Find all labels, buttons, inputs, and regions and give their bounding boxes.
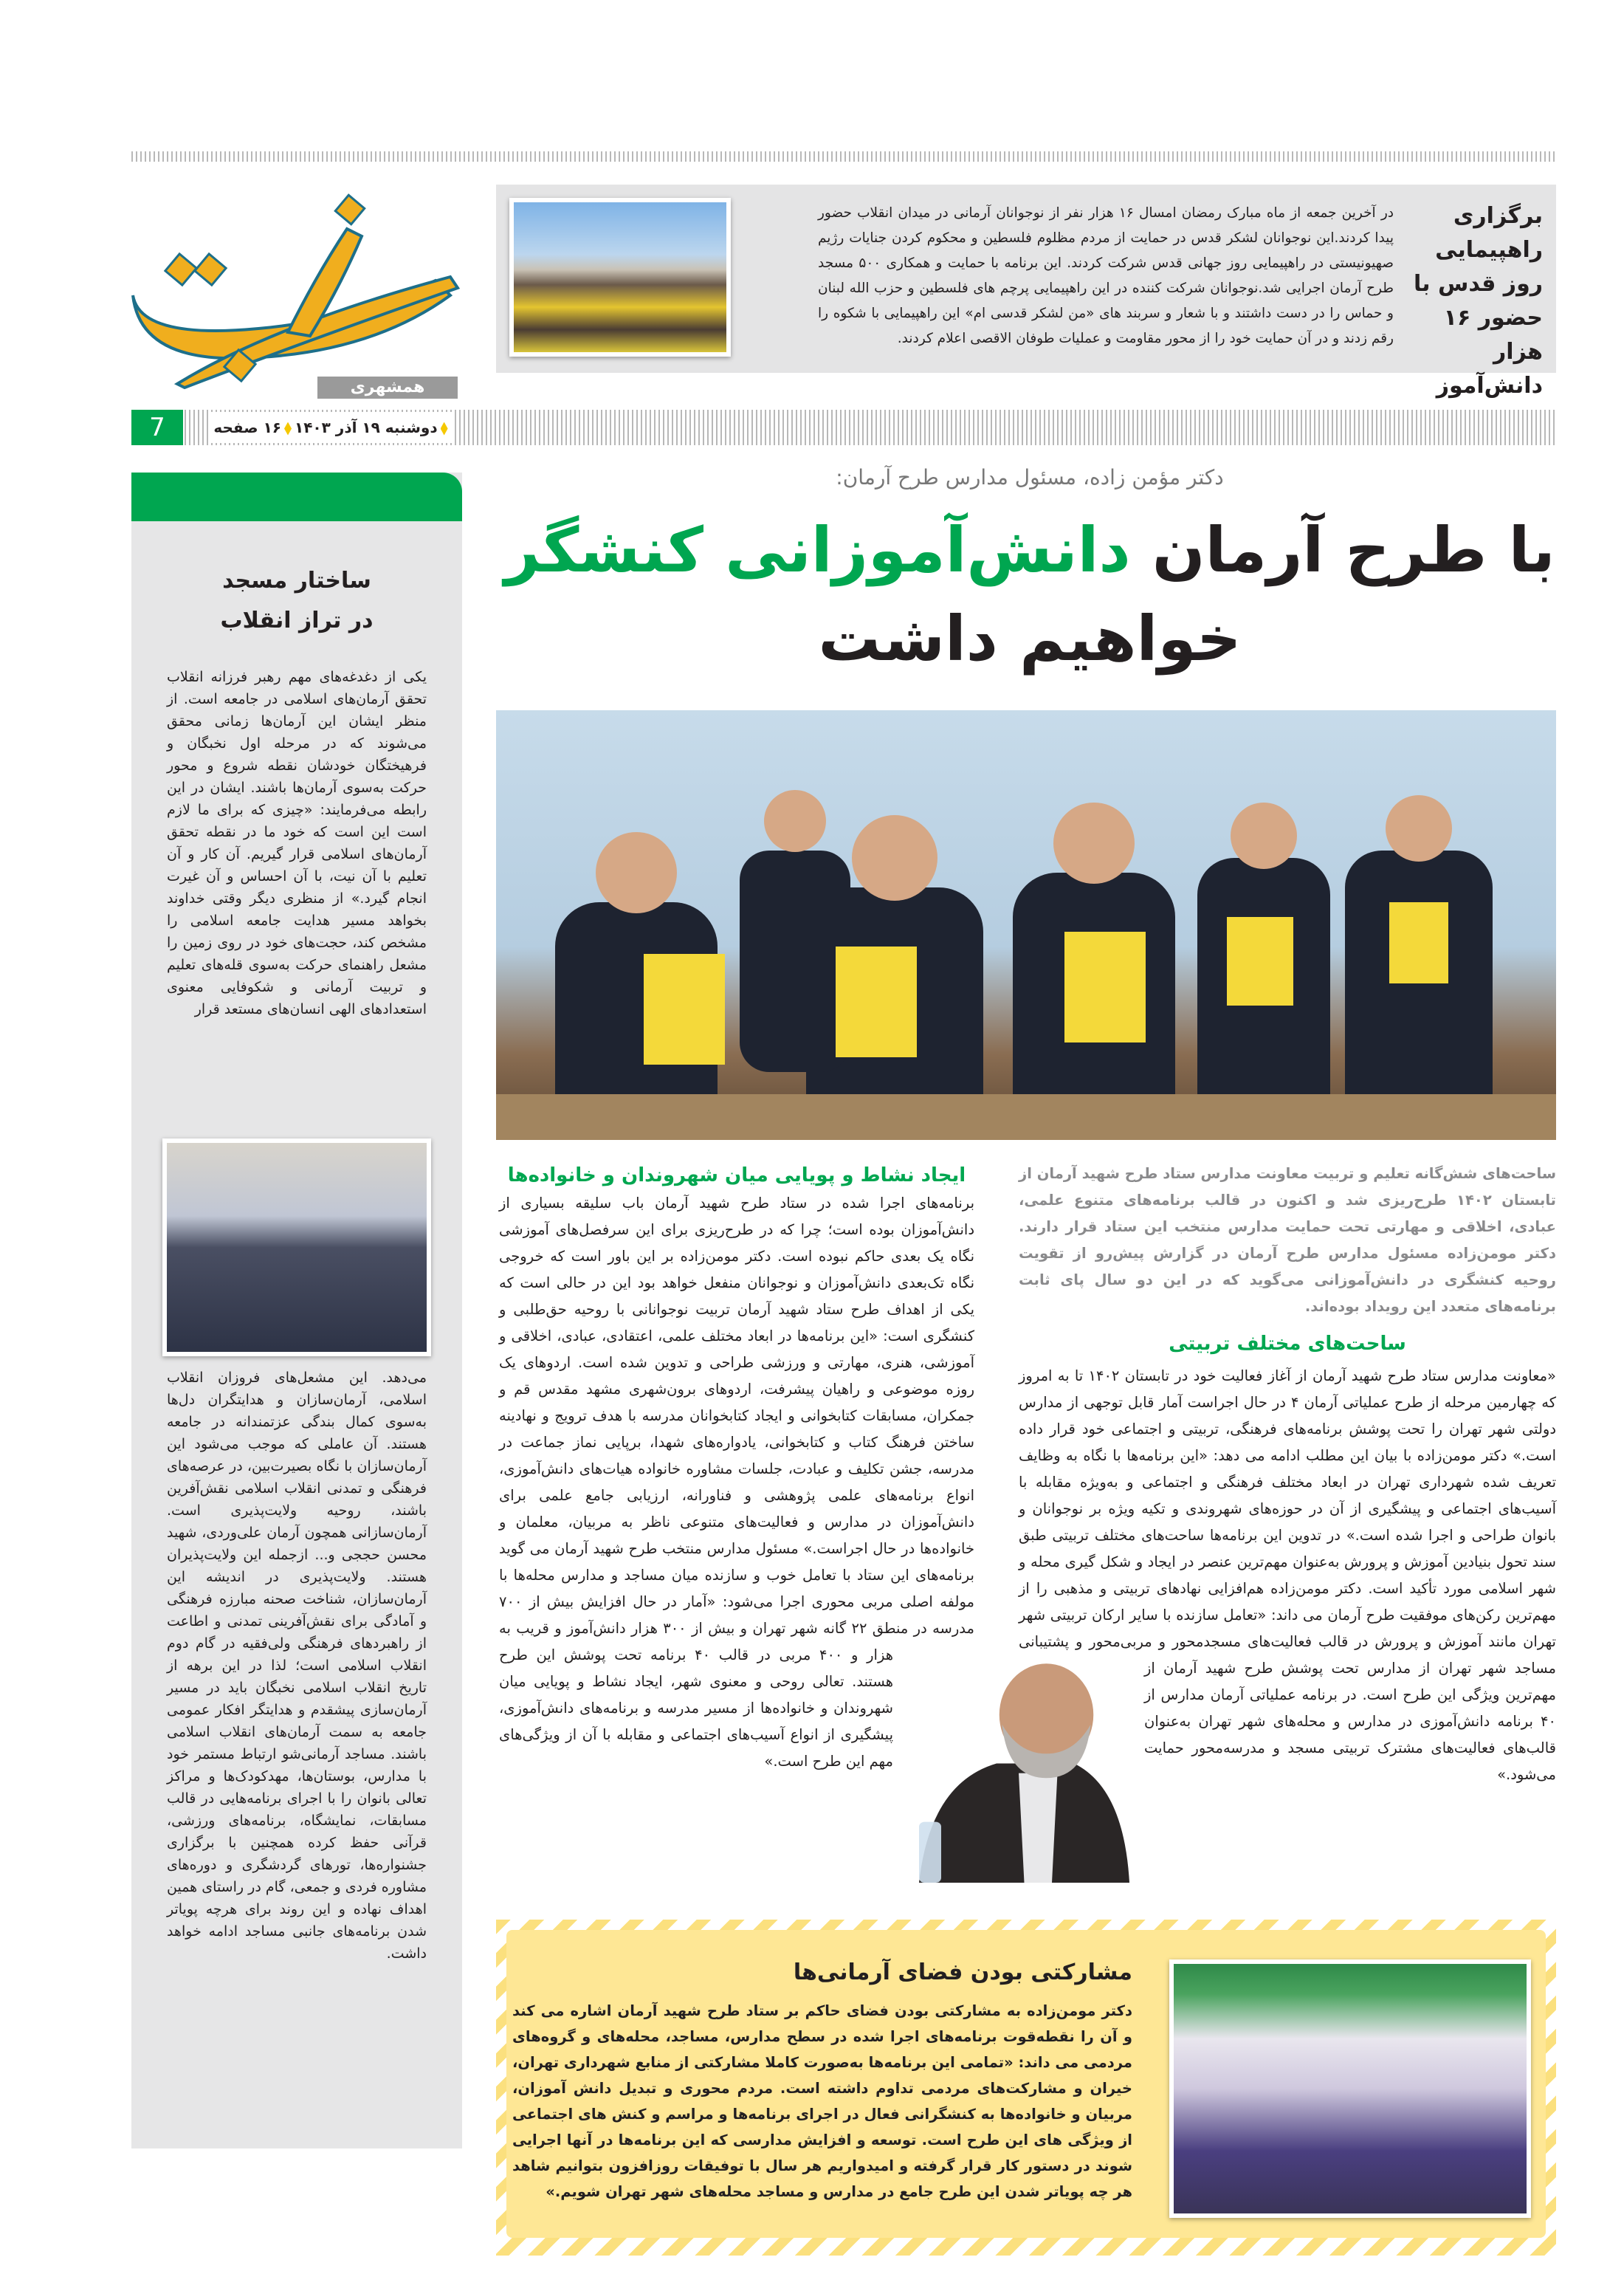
- rally-photo: [509, 198, 731, 357]
- diamond-icon: [284, 422, 292, 436]
- top-news-headline: برگزاری راهپیمایی روز قدس با حضور ۱۶ هزار دانش‌آموز: [1414, 203, 1543, 399]
- publisher-label: همشهری: [317, 377, 458, 399]
- classroom-photo: [496, 710, 1556, 1140]
- page-count: ۱۶ صفحه: [213, 419, 282, 436]
- interviewee-photo: [908, 1661, 1129, 1883]
- right-intro: ساحت‌های شش‌گانه تعلیم و تربیت معاونت مدارس ستاد طرح شهید آرمان از تابستان ۱۴۰۲ طرح‌ریزی شد و اکنون در قالب برنامه‌های متنوع علمی، عبادی، اخلاقی و مهارتی تحت حمایت مدارس منتخب این ستاد قرار دارند. دکتر مومن‌زاده مسئول مدارس طرح آرمان در گزارش پیش‌رو از تقویت روحیه کنشگری در دانش‌آموزانی می‌گوید که در این دو سال پای ثابت برنامه‌های متعدد این رویداد بوده‌اند.: [1019, 1165, 1556, 1315]
- page-number: 7: [131, 410, 183, 445]
- masthead-logo: [125, 185, 487, 391]
- right-text: «معاونت مدارس ستاد طرح شهید آرمان از آغاز فعالیت خود در تابستان ۱۴۰۲ تا به امروز که چهارمین مرحله از طرح عملیاتی آرمان ۴ در حال اجراست آمار قابل توجهی از مدارس دولتی شهر تهران را تحت پوشش برنامه‌های فرهنگی، تربیتی و اجتماعی خود قرار داده است.» دکتر مومن‌زاده با بیان این مطلب ادامه می دهد: «این برنامه‌ها با نگاه به وظایف تعریف شده شهرداری تهران در ابعاد مختلف فرهنگی و اجتماعی و به‌ویژه مقابله با آسیب‌های اجتماعی و پیشگیری از آن در حوزه‌های شهروندی و تکیه ویژه بر نوجوانان و بانوان طراحی و اجرا شده است.» در تدوین این برنامه‌ها ساحت‌های مختلف تربیتی طبق سند تحول بنیادین آموزش و پرورش به‌عنوان مهم‌ترین عنصر در ایجاد و شکل گیری محله و شهر اسلامی مورد تأکید است. دکتر مومن‌زاده هم‌افزایی نهادهای تربیتی و مذهبی را از مهم‌ترین رکن‌های موفقیت طرح آرمان می داند: «تعامل سازنده با سایر ارکان تربیتی شهر تهران مانند آموزش و پرورش در قالب فعالیت‌های مسجدمحور و مربی‌محور و پشتیبانی مساجد شهر تهران از مدارس تحت پوشش طرح شهید آرمان از مهم‌ترین ویژگی این طرح است. در برنامه عملیاتی آرمان مدارس از ۴۰ برنامه دانش‌آموزی در مدارس و محله‌های شهر تهران به‌عنوان قالب‌های فعالیت‌های مشترک تربیتی مسجد و مدرسه‌محور حمایت می‌شود.»: [1019, 1367, 1556, 1783]
- box-title: مشارکتی بودن فضای آرمانی‌ها: [793, 1959, 1132, 1985]
- article-kicker: دکتر مؤمن زاده، مسئول مدارس طرح آرمان:: [836, 465, 1224, 490]
- schoolgirls-photo: [1169, 1959, 1531, 2218]
- mosque-gathering-photo: [162, 1138, 431, 1356]
- diamond-icon: [441, 422, 448, 436]
- issue-date: [210, 412, 454, 443]
- sidebar-header-bar: [131, 473, 462, 521]
- date-text: دوشنبه ۱۹ آذر ۱۴۰۳: [295, 419, 438, 436]
- top-news-body: در آخرین جمعه از ماه مبارک رمضان امسال ۱۶ هزار نفر از نوجوانان آرمانی در میدان انقلاب حضور پیدا کردند.این نوجوانان لشکر قدس در حمایت از مردم مظلوم فلسطین و محکوم کردن جنایات رژیم صهیونیستی در راهپیمایی روز جهانی قدس شرکت کردند. این برنامه با حمایت و همکاری ۵۰۰ مسجد طرح آرمان اجرایی شد.نوجوانان شرکت کننده در این راهپیمایی پرچم های فلسطین و حزب الله لبنان و حماس را در دست داشتند و با شعار و سربند های «من لشکر قدسی ام» این راهپیمایی با شکوه را رقم زدند و در آن حمایت خود را از محور مقاومت و عملیات طوفان الاقصی اعلام کردند.: [818, 205, 1394, 346]
- middle-column: [499, 1161, 974, 1899]
- middle-heading: ایجاد نشاط و پویایی میان شهروندان و خانواده‌ها: [507, 1164, 966, 1186]
- middle-text: برنامه‌های اجرا شده در ستاد طرح شهید آرمان باب سلیقه بسیاری از دانش‌آموزان بوده است؛ چرا که در طرح‌ریزی برای این سرفصل‌های آموزشی نگاه یک بعدی حاکم نبوده است. دکتر مومن‌زاده بر این باور است که خروجی نگاه تک‌بعدی دانش‌آموزان و نوجوانان منفعل خواهد بود این در حالی است که یکی از اهداف طرح ستاد شهید آرمان تربیت نوجوانانی با روحیه حق‌طلبی و کنشگری است: «این برنامه‌ها در ابعاد مختلف علمی، اعتقادی، عبادی، اخلاقی و آموزشی، هنری، مهارتی و ورزشی طراحی و تدوین شده است. اردوهای یک روزه موضوعی و راهیان پیشرفت، اردوهای برون‌شهری مشهد مقدس قم و جمکران، مسابقات کتابخوانی و ایجاد کتابخوانان مدرسه با هدف ترویج و نهادینه ساختن فرهنگ کتاب و کتابخوانی، یادواره‌های شهدا، برپایی نماز جماعت در مدرسه، جشن تکلیف و عبادت، جلسات مشاوره خانواده هیات‌های دانش‌آموزی، انواع برنامه‌های علمی پژوهشی و فناورانه، ارزیابی جامع علمی برای دانش‌آموزان در مدارس و فعالیت‌های متنوعی ناظر به مربیان، معلمان و خانواده‌ها در حال اجراست.» مسئول مدارس منتخب طرح شهید آرمان می گوید برنامه‌های این ستاد با تعامل خوب و سازنده میان مساجد و مدارس محله‌ها با مولفه اصلی مربی محوری اجرا می‌شود: «آمار در حال افزایش بیش از ۷۰۰ مدرسه در منطق ۲۲ گانه شهر تهران و بیش از ۳۰۰ هزار دانش‌آموز و قریب به هزار و ۴۰۰ مربی در قالب ۴۰ برنامه تحت پوشش این طرح هستند. تعالی روحی و معنوی شهر، ایجاد نشاط و پویایی میان شهروندان و خانواده‌ها از مسیر مدرسه و برنامه‌های دانش‌آموزی، پیشگیری از انواع آسیب‌های اجتماعی و مقابله با آن از ویژگی‌های مهم این طرح است.»: [499, 1195, 974, 1770]
- sidebar-title: ساختار مسجد در تراز انقلاب: [220, 568, 374, 633]
- highlight-box: [496, 1920, 1556, 2256]
- top-rule: [131, 151, 1556, 162]
- box-text: دکتر مومن‌زاده به مشارکتی بودن فضای حاکم بر ستاد طرح شهید آرمان اشاره می کند و آن را نقطه‌قوت برنامه‌های اجرا شده در سطح مدارس، مساجد، محله‌های و گروه‌های مردمی می داند: «تمامی این برنامه‌ها به‌صورت کاملا مشارکتی از منابع شهرداری تهران، خیران و مشارکت‌های مردمی تداوم داشته است. مردم محوری و تبدیل دانش آموزان، مربیان و خانواده‌ها به کنشگرانی فعال در اجرای برنامه‌ها و مراسم و کنش های اجتماعی از ویژگی های این طرح است. توسعه و افزایش مدارسی که این برنامه‌ها در آنها اجرایی شوند در دستور کار قرار گرفته و امیدواریم هر سال با توفیقات روزافزون بتوانیم شاهد هر چه پویاتر شدن این طرح جامع در مدارس و مساجد محله‌های شهر تهران شویم.»: [512, 2002, 1132, 2200]
- logo-calligraphy-icon: [125, 185, 487, 391]
- sidebar-column: [131, 473, 462, 2148]
- top-news-box: [496, 185, 1556, 399]
- article-headline: با طرح آرمان دانش‌آموزانی کنشگر خواهیم داشت: [504, 514, 1555, 675]
- man-portrait: [908, 1661, 1129, 1883]
- students-illustration: [496, 710, 1556, 1140]
- sidebar-text-1: یکی از دغدغه‌های مهم رهبر فرزانه انقلاب تحقق آرمان‌های اسلامی در جامعه است. از منظر ایشان این آرمان‌ها زمانی محقق می‌شوند که در مرحله اول نخبگان و فرهیختگان خودشان نقطه شروع و محور حرکت به‌سوی آرمان‌ها باشند. ایشان در این رابطه می‌فرمایند: «چیزی که برای ما لازم است این است که خود ما در نقطه تحقق آرمان‌های اسلامی قرار گیریم. آن کار و آن تعلیم با آن نیت، با آن احساس و آن غیرت انجام گیرد.» از منظری دیگر وقتی خداوند بخواهد مسیر هدایت جامعه اسلامی را مشخص کند، حجت‌های خود در روی زمین را مشعل راهنمای حرکت به‌سوی قله‌های تعلیم و تربیت آرمانی و شکوفایی معنوی استعدادهای الهی انسان‌های مستعد قرار: [167, 669, 427, 1017]
- right-heading: ساحت‌های مختلف تربیتی: [1169, 1333, 1406, 1355]
- sidebar-text-2: می‌دهد. این مشعل‌های فروزان انقلاب اسلامی، آرمان‌سازان و هدایتگران دل‌ها به‌سوی کمال بندگی عزتمندانه در جامعه هستند. آن عاملی که موجب می‌شود این آرمان‌سازان با نگاه بصیرت‌بین، در عرصه‌های فرهنگی و تمدنی انقلاب اسلامی نقش‌آفرین باشند، روحیه ولایت‌پذیری است. آرمان‌سازانی همچون آرمان علی‌وردی، شهید محسن حججی و... ازجمله این ولایت‌پذیران هستند. ولایت‌پذیری در اندیشه این آرمان‌سازان، شناخت صحنه مبارزه فرهنگی و آمادگی برای نقش‌آفرینی تمدنی و اطاعت از راهبردهای فرهنگی ولی‌فقیه در گام دوم انقلاب اسلامی است؛ لذا در این برهه از تاریخ انقلاب اسلامی نخبگان باید در مسیر آرمان‌سازی پیشقدم و هدایتگر افکار عمومی جامعه به سمت آرمان‌های انقلاب اسلامی باشند. مساجد آرمانی‌شو ارتباط مستمر خود با مدارس، بوستان‌ها، مهدکودک‌ها و مراکز تعالی بانوان را با اجرای برنامه‌هایی در قالب مسابقات، نمایشگاه، برنامه‌های ورزشی، قرآنی حفظ کرده همچنین با برگزاری جشنواره‌ها، تورهای گردشگری و دوره‌های مشاوره فردی و جمعی، گام در راستای همین اهداف نهاده و این روند برای هرچه پویاتر شدن برنامه‌های جانبی مساجد ادامه خواهد داشت.: [167, 1370, 427, 1962]
